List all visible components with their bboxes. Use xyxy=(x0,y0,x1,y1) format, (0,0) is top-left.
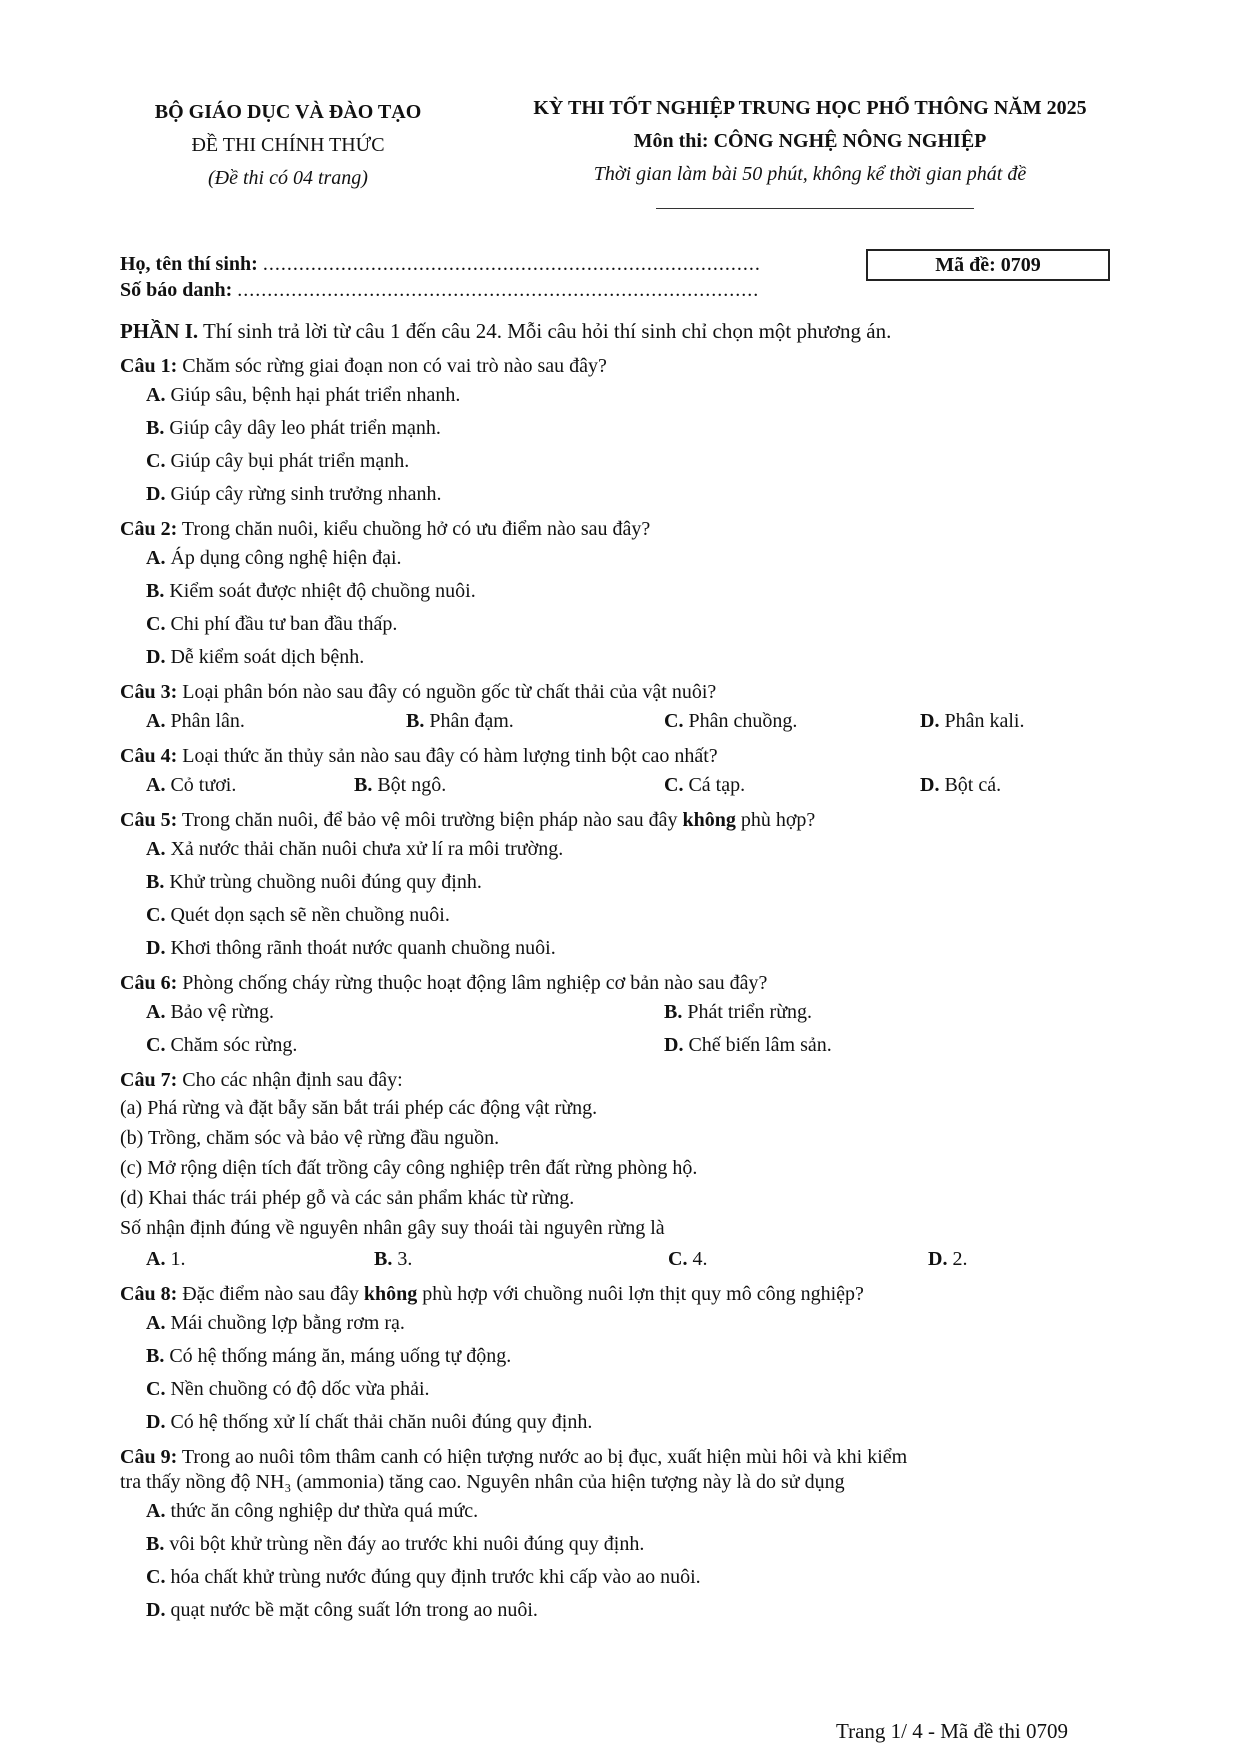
option-text: Phân kali. xyxy=(939,710,1025,733)
question-text-b: phù hợp với chuồng nuôi lợn thịt quy mô công nghiệp? xyxy=(417,1283,864,1306)
option-text: Phân lân. xyxy=(165,710,245,733)
part-instructions xyxy=(120,318,1130,344)
option-a xyxy=(146,705,245,738)
options-row xyxy=(120,1029,1130,1062)
question-prompt: Số nhận định đúng về nguyên nhân gây suy thoái tài nguyên rừng là xyxy=(120,1217,665,1240)
options-row xyxy=(120,996,1130,1029)
option-b xyxy=(120,575,1130,608)
option-text: Bảo vệ rừng. xyxy=(165,1001,275,1024)
exam-title: KỲ THI TỐT NGHIỆP TRUNG HỌC PHỔ THÔNG NĂM 2025 xyxy=(533,97,1087,119)
question-4 xyxy=(120,744,1130,769)
option-key: B. xyxy=(146,871,165,894)
option-c xyxy=(120,899,1130,932)
option-text: Khử trùng chuồng nuôi đúng quy định. xyxy=(164,871,482,894)
option-key: A. xyxy=(146,1500,166,1523)
option-key: C. xyxy=(146,613,166,636)
candidate-name-row xyxy=(120,252,761,278)
option-key: A. xyxy=(146,1312,166,1335)
option-key: B. xyxy=(354,774,373,797)
options-row xyxy=(120,769,1130,802)
options-row xyxy=(120,705,1130,738)
option-c xyxy=(668,1243,707,1276)
option-c xyxy=(664,769,745,802)
option-key: B. xyxy=(146,417,165,440)
subject-line: Môn thi: CÔNG NGHỆ NÔNG NGHIỆP xyxy=(633,130,987,152)
part-text: Thí sinh trả lời từ câu 1 đến câu 24. Mỗi câu hỏi thí sinh chỉ chọn một phương án. xyxy=(198,319,892,343)
option-key: C. xyxy=(668,1248,688,1271)
option-a xyxy=(120,833,1130,866)
question-label: Câu 7: xyxy=(120,1069,178,1092)
option-key: A. xyxy=(146,384,166,407)
time-underline xyxy=(656,208,974,209)
option-key: B. xyxy=(374,1248,393,1271)
option-text: Giúp sâu, bệnh hại phát triển nhanh. xyxy=(165,384,461,407)
question-text: Phòng chống cháy rừng thuộc hoạt động lâm nghiệp cơ bản nào sau đây? xyxy=(177,972,768,995)
question-5 xyxy=(120,808,1130,833)
candidate-name-dots: ................................................................................... xyxy=(262,253,761,275)
question-8 xyxy=(120,1282,1130,1307)
option-a xyxy=(120,1495,1130,1528)
question-text: Loại phân bón nào sau đây có nguồn gốc từ chất thải của vật nuôi? xyxy=(177,681,717,704)
option-d xyxy=(120,478,1130,511)
option-a xyxy=(146,996,274,1029)
option-key: B. xyxy=(664,1001,683,1024)
option-text: 4. xyxy=(687,1248,708,1271)
official-label: ĐỀ THI CHÍNH THỨC xyxy=(191,134,385,156)
option-key: B. xyxy=(146,1345,165,1368)
option-text: Phát triển rừng. xyxy=(682,1001,813,1024)
question-text: Loại thức ăn thủy sản nào sau đây có hàm lượng tinh bột cao nhất? xyxy=(177,745,718,768)
option-text: Mái chuồng lợp bằng rơm rạ. xyxy=(165,1312,405,1335)
option-key: C. xyxy=(146,1034,166,1057)
option-key: A. xyxy=(146,1001,166,1024)
question-label: Câu 6: xyxy=(120,972,178,995)
question-1 xyxy=(120,354,1130,379)
option-text: Phân chuồng. xyxy=(683,710,798,733)
option-text: 2. xyxy=(947,1248,968,1271)
option-text: thức ăn công nghiệp dư thừa quá mức. xyxy=(165,1500,479,1523)
page-count-note: (Đề thi có 04 trang) xyxy=(208,167,368,189)
option-text: Chi phí đầu tư ban đầu thấp. xyxy=(165,613,398,636)
option-text: Dễ kiểm soát dịch bệnh. xyxy=(165,646,365,669)
options-row xyxy=(120,1243,1130,1276)
option-d xyxy=(120,1406,1130,1439)
option-key: D. xyxy=(920,710,940,733)
option-c xyxy=(120,1373,1130,1406)
option-c xyxy=(120,1561,1130,1594)
statement-a: (a) Phá rừng và đặt bẫy săn bắt trái phép các động vật rừng. xyxy=(120,1097,598,1120)
question-2 xyxy=(120,517,1130,542)
option-b xyxy=(120,866,1130,899)
option-text: vôi bột khử trùng nền đáy ao trước khi nuôi đúng quy định. xyxy=(164,1533,645,1556)
option-d xyxy=(664,1029,832,1062)
question-text-a: Đặc điểm nào sau đây xyxy=(177,1283,364,1306)
option-d xyxy=(920,705,1024,738)
option-key: D. xyxy=(146,1411,166,1434)
option-text: Cá tạp. xyxy=(683,774,746,797)
option-key: A. xyxy=(146,710,166,733)
option-key: A. xyxy=(146,838,166,861)
option-b xyxy=(354,769,446,802)
exam-body xyxy=(120,318,1130,1627)
option-key: A. xyxy=(146,1248,166,1271)
statement-c: (c) Mở rộng diện tích đất trồng cây công nghiệp trên đất rừng phòng hộ. xyxy=(120,1157,698,1180)
option-a xyxy=(120,379,1130,412)
question-label: Câu 2: xyxy=(120,518,178,541)
option-key: C. xyxy=(146,904,166,927)
option-key: A. xyxy=(146,547,166,570)
header-right xyxy=(480,96,1140,195)
ministry-name: BỘ GIÁO DỤC VÀ ĐÀO TẠO xyxy=(154,101,422,123)
option-text: Áp dụng công nghệ hiện đại. xyxy=(165,547,402,570)
option-text: Giúp cây bụi phát triển mạnh. xyxy=(165,450,410,473)
statement-b: (b) Trồng, chăm sóc và bảo vệ rừng đầu nguồn. xyxy=(120,1127,500,1150)
option-b xyxy=(664,996,812,1029)
option-key: C. xyxy=(664,710,684,733)
option-text: Giúp cây dây leo phát triển mạnh. xyxy=(164,417,441,440)
option-c xyxy=(664,705,797,738)
option-key: B. xyxy=(406,710,425,733)
statement-d: (d) Khai thác trái phép gỗ và các sản phẩm khác từ rừng. xyxy=(120,1187,575,1210)
question-label: Câu 9: xyxy=(120,1446,178,1469)
option-key: D. xyxy=(146,483,166,506)
option-text: Xả nước thải chăn nuôi chưa xử lí ra môi trường. xyxy=(165,838,564,861)
option-d xyxy=(120,932,1130,965)
candidate-id-dots: ....................................................................................... xyxy=(237,279,760,301)
option-a xyxy=(120,542,1130,575)
option-text: Giúp cây rừng sinh trưởng nhanh. xyxy=(165,483,442,506)
option-d xyxy=(120,641,1130,674)
question-label: Câu 4: xyxy=(120,745,178,768)
question-7 xyxy=(120,1068,1130,1093)
option-b xyxy=(406,705,514,738)
option-b xyxy=(120,1528,1130,1561)
candidate-name-label: Họ, tên thí sinh: xyxy=(120,253,258,275)
option-c xyxy=(146,1029,297,1062)
option-a xyxy=(146,769,236,802)
option-d xyxy=(928,1243,967,1276)
option-text: Bột cá. xyxy=(939,774,1002,797)
part-label: PHẦN I. xyxy=(120,319,199,343)
option-b xyxy=(120,412,1130,445)
option-text: Chăm sóc rừng. xyxy=(165,1034,298,1057)
candidate-id-label: Số báo danh: xyxy=(120,279,233,301)
candidate-id-row xyxy=(120,278,760,304)
header-left xyxy=(128,100,448,199)
question-emphasis: không xyxy=(363,1283,418,1306)
option-d xyxy=(120,1594,1130,1627)
option-key: A. xyxy=(146,774,166,797)
option-text: Chế biến lâm sản. xyxy=(683,1034,832,1057)
option-text: Khơi thông rãnh thoát nước quanh chuồng nuôi. xyxy=(165,937,556,960)
option-a xyxy=(120,1307,1130,1340)
question-label: Câu 1: xyxy=(120,355,178,378)
option-key: D. xyxy=(664,1034,684,1057)
question-label: Câu 5: xyxy=(120,809,178,832)
question-text: Trong ao nuôi tôm thâm canh có hiện tượng nước ao bị đục, xuất hiện mùi hôi và khi kiểm xyxy=(177,1446,908,1469)
option-key: C. xyxy=(146,1378,166,1401)
option-text: Nền chuồng có độ dốc vừa phải. xyxy=(165,1378,430,1401)
option-text: hóa chất khử trùng nước đúng quy định trước khi cấp vào ao nuôi. xyxy=(165,1566,701,1589)
option-text: 1. xyxy=(165,1248,186,1271)
option-b xyxy=(374,1243,412,1276)
option-c xyxy=(120,445,1130,478)
option-text: Bột ngô. xyxy=(372,774,447,797)
option-key: D. xyxy=(146,646,166,669)
option-text: Có hệ thống máng ăn, máng uống tự động. xyxy=(164,1345,512,1368)
option-key: C. xyxy=(146,1566,166,1589)
option-key: D. xyxy=(146,937,166,960)
option-a xyxy=(146,1243,185,1276)
page-footer: Trang 1/ 4 - Mã đề thi 0709 xyxy=(836,1719,1068,1743)
option-text: 3. xyxy=(392,1248,413,1271)
candidate-info xyxy=(120,252,761,304)
option-key: C. xyxy=(664,774,684,797)
option-key: B. xyxy=(146,580,165,603)
option-text: Phân đạm. xyxy=(424,710,514,733)
option-key: D. xyxy=(920,774,940,797)
option-b xyxy=(120,1340,1130,1373)
question-text-a: Trong chăn nuôi, để bảo vệ môi trường biện pháp nào sau đây xyxy=(177,809,683,832)
option-key: D. xyxy=(928,1248,948,1271)
option-key: B. xyxy=(146,1533,165,1556)
time-note: Thời gian làm bài 50 phút, không kể thời gian phát đề xyxy=(593,163,1027,185)
exam-code-box: Mã đề: 0709 xyxy=(866,249,1110,281)
option-key: C. xyxy=(146,450,166,473)
question-label: Câu 8: xyxy=(120,1283,178,1306)
question-text: Chăm sóc rừng giai đoạn non có vai trò nào sau đây? xyxy=(177,355,607,378)
question-text: Trong chăn nuôi, kiểu chuồng hở có ưu điểm nào sau đây? xyxy=(177,518,651,541)
question-label: Câu 3: xyxy=(120,681,178,704)
option-text: Quét dọn sạch sẽ nền chuồng nuôi. xyxy=(165,904,450,927)
question-text: Cho các nhận định sau đây: xyxy=(177,1069,403,1092)
option-c xyxy=(120,608,1130,641)
question-6 xyxy=(120,971,1130,996)
option-text: Cỏ tươi. xyxy=(165,774,237,797)
option-d xyxy=(920,769,1001,802)
option-text: Kiểm soát được nhiệt độ chuồng nuôi. xyxy=(164,580,476,603)
question-3 xyxy=(120,680,1130,705)
option-text: Có hệ thống xử lí chất thải chăn nuôi đúng quy định. xyxy=(165,1411,593,1434)
option-key: D. xyxy=(146,1599,166,1622)
question-text-continued: tra thấy nồng độ NH₃ (ammonia) tăng cao. Nguyên nhân của hiện tượng này là do sử dụng xyxy=(120,1471,845,1494)
question-emphasis: không xyxy=(682,809,736,832)
option-text: quạt nước bề mặt công suất lớn trong ao nuôi. xyxy=(165,1599,538,1622)
question-text-b: phù hợp? xyxy=(735,809,816,832)
question-9 xyxy=(120,1445,1130,1470)
